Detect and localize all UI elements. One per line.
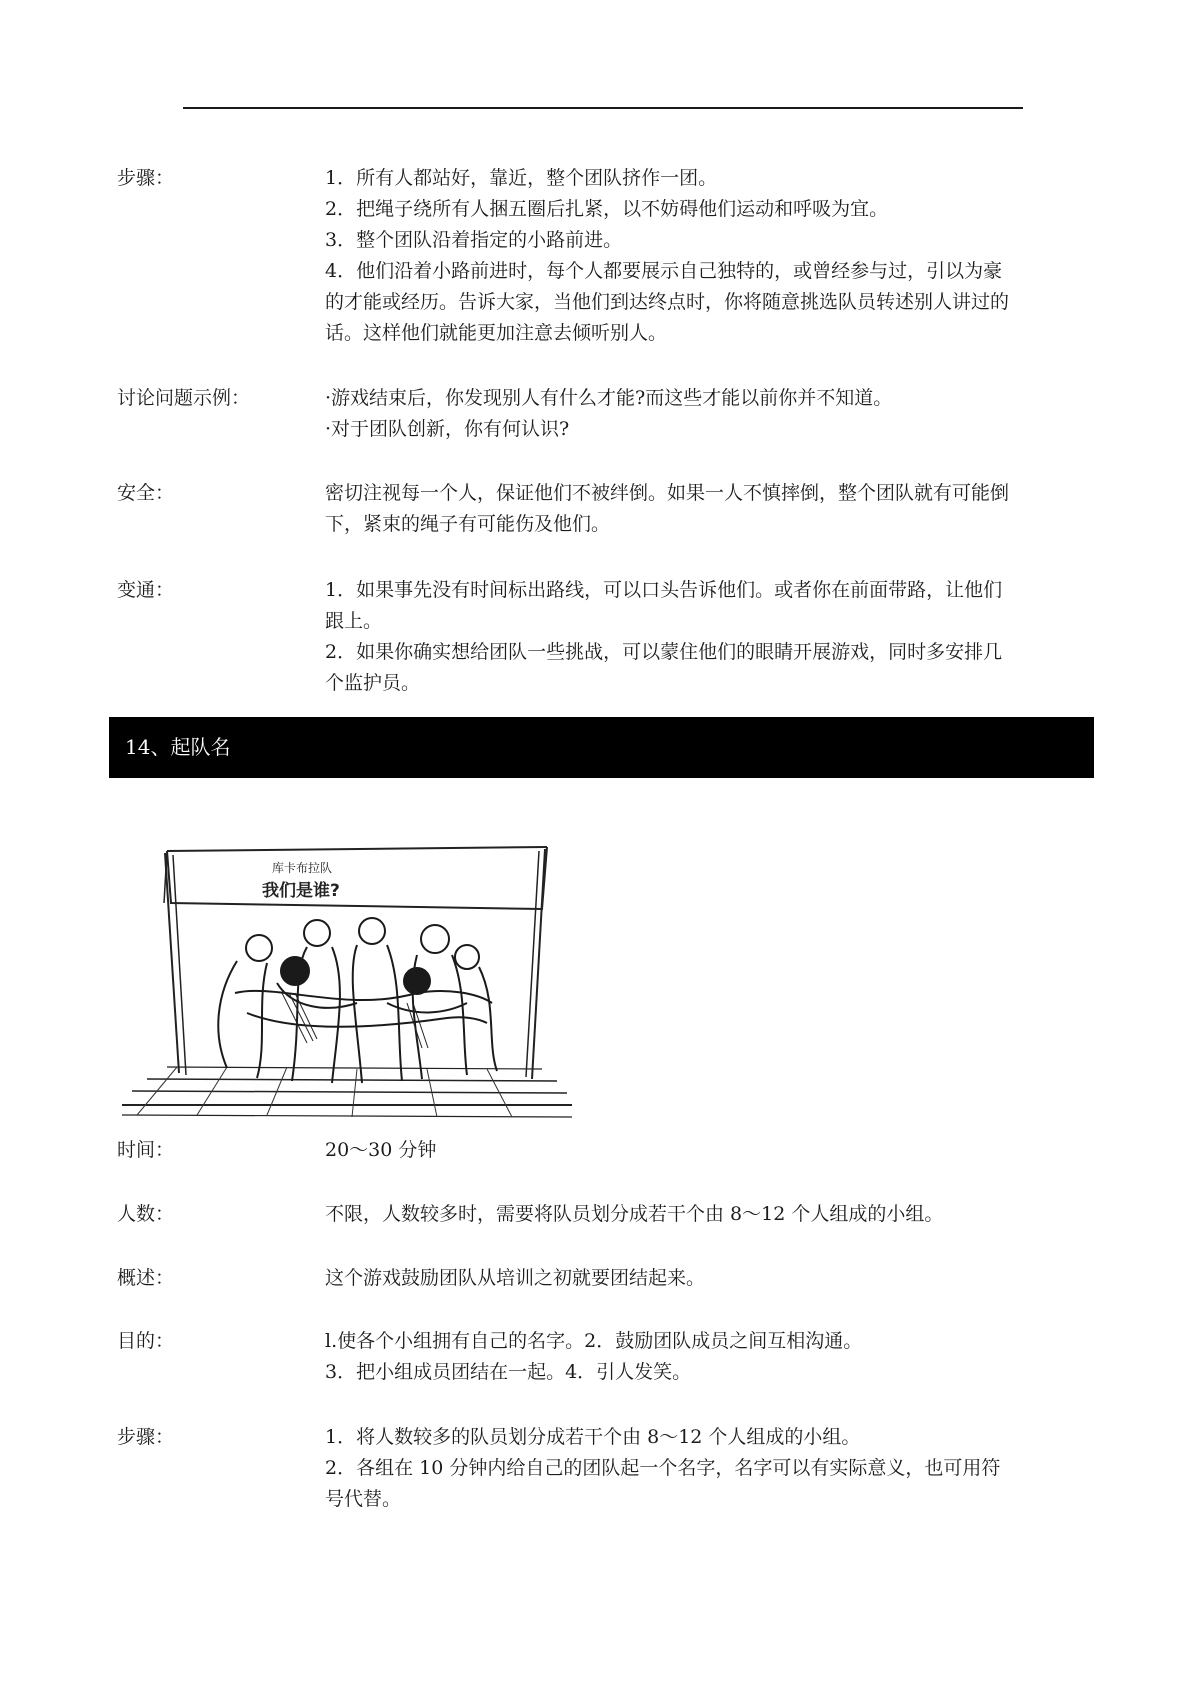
time-value <box>325 1135 1105 1166</box>
section-header-bar <box>109 717 1094 778</box>
purpose-content <box>325 1326 1105 1388</box>
variations-line: 1．如果事先没有时间标出路线，可以口头告诉他们。或者你在前面带路，让他们 <box>325 579 1003 601</box>
safety-line: 下，紧束的绳子有可能伤及他们。 <box>325 513 611 535</box>
variations-label: 变通： <box>117 579 175 601</box>
steps-line: 的才能或经历。告诉大家，当他们到达终点时，你将随意挑选队员转述别人讲过的 <box>325 291 1010 313</box>
overview-line: 这个游戏鼓励团队从培训之初就要团结起来。 <box>325 1267 706 1289</box>
section-title: 14、起队名 <box>125 735 231 759</box>
discussion-line: ·对于团队创新，你有何认识? <box>325 418 570 440</box>
steps-line: 1．将人数较多的队员划分成若干个由 8～12 个人组成的小组。 <box>325 1426 861 1448</box>
safety-label: 安全： <box>117 482 175 504</box>
variations-line: 个监护员。 <box>325 672 421 694</box>
steps-line: 话。这样他们就能更加注意去倾听别人。 <box>325 322 668 344</box>
discussion-content <box>325 383 1105 445</box>
steps-line: 1．所有人都站好，靠近，整个团队挤作一团。 <box>325 167 718 189</box>
steps-line: 号代替。 <box>325 1488 402 1510</box>
top-rule <box>183 107 1023 109</box>
team-illustration <box>117 843 575 1125</box>
variations-content <box>325 575 1105 699</box>
banner-text-top: 库卡布拉队 <box>272 861 333 875</box>
overview-value <box>325 1263 1105 1294</box>
purpose-line: 3．把小组成员团结在一起。4．引人发笑。 <box>325 1361 692 1383</box>
steps-line: 2．把绳子绕所有人捆五圈后扎紧，以不妨碍他们运动和呼吸为宜。 <box>325 198 889 220</box>
variations-line: 跟上。 <box>325 610 383 632</box>
safety-line: 密切注视每一个人，保证他们不被绊倒。如果一人不慎摔倒，整个团队就有可能倒 <box>325 482 1010 504</box>
team-sketch-image <box>117 843 575 1125</box>
steps-label: 步骤： <box>117 167 175 189</box>
steps-line: 4．他们沿着小路前进时，每个人都要展示自己独特的，或曾经参与过，引以为豪 <box>325 260 1003 282</box>
discussion-line: ·游戏结束后，你发现别人有什么才能?而这些才能以前你并不知道。 <box>325 387 893 409</box>
people-line: 不限，人数较多时，需要将队员划分成若干个由 8～12 个人组成的小组。 <box>325 1203 944 1225</box>
discussion-label: 讨论问题示例： <box>117 387 251 409</box>
people-label: 人数： <box>117 1203 175 1225</box>
safety-content <box>325 478 1105 540</box>
steps-line: 3．整个团队沿着指定的小路前进。 <box>325 229 623 251</box>
purpose-label: 目的： <box>117 1330 175 1352</box>
variations-line: 2．如果你确实想给团队一些挑战，可以蒙住他们的眼睛开展游戏，同时多安排几 <box>325 641 1003 663</box>
steps-label-2: 步骤： <box>117 1426 175 1448</box>
banner-text-bottom: 我们是谁? <box>262 881 340 901</box>
purpose-line: l.使各个小组拥有自己的名字。2．鼓励团队成员之间互相沟通。 <box>325 1330 863 1352</box>
steps-content <box>325 163 1105 349</box>
people-value <box>325 1199 1105 1230</box>
time-label: 时间： <box>117 1139 175 1161</box>
time-line: 20～30 分钟 <box>325 1139 437 1161</box>
steps-content-2 <box>325 1422 1105 1515</box>
overview-label: 概述： <box>117 1267 175 1289</box>
steps-line: 2．各组在 10 分钟内给自己的团队起一个名字，名字可以有实际意义，也可用符 <box>325 1457 1001 1479</box>
